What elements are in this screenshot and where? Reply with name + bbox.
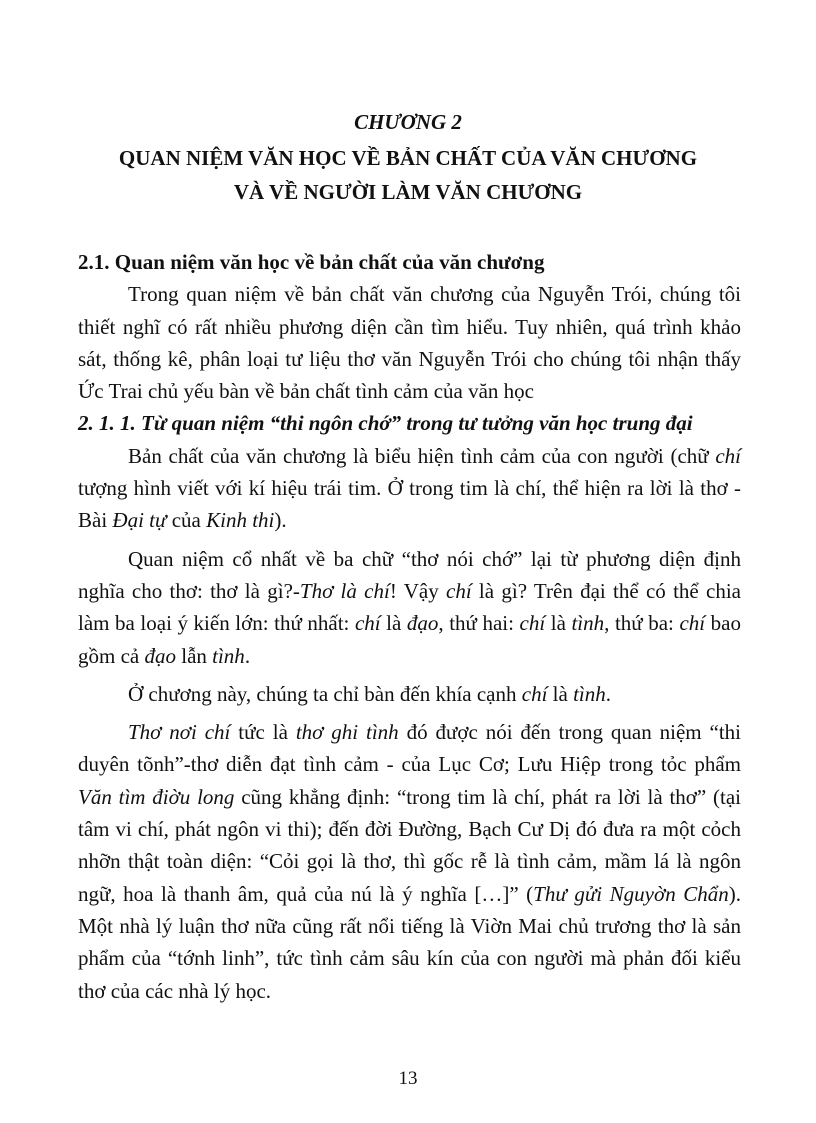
text-run: Bản chất của văn chương là biểu hiện tình cảm của con người (chữ xyxy=(128,443,716,468)
paragraph-2 xyxy=(78,543,741,672)
text-run: là xyxy=(547,681,574,706)
italic-term: tình xyxy=(212,643,245,668)
text-run: Ở chương này, chúng ta chỉ bàn đến khía cạnh xyxy=(128,681,522,706)
paragraph-3 xyxy=(78,678,741,710)
italic-term: Đại tự xyxy=(112,508,167,533)
chapter-title-line1: QUAN NIỆM VĂN HỌC VỀ BẢN CHẤT CỦA VĂN CHƯƠNG xyxy=(118,146,698,170)
italic-term: tình xyxy=(571,611,605,636)
subsection-heading: 2. 1. 1. Từ quan niệm “thi ngôn chớ” trong tư tưởng văn học trung đại xyxy=(78,411,693,436)
text-run: là xyxy=(545,611,572,636)
text-run: . xyxy=(244,643,251,668)
text-run: ). xyxy=(274,508,287,533)
text-run: Quan niệm cổ nhất về ba chữ “thơ nói chớ” lại từ phương diện định nghĩa cho thơ: thơ là gì?- xyxy=(78,546,741,603)
text-run: là gì? Trên đại thể có thể chia làm ba loại ý kiến lớn: thứ nhất: xyxy=(78,578,741,636)
italic-term: chí xyxy=(519,611,546,636)
italic-term: đạo xyxy=(406,611,439,636)
italic-term: thơ ghi tình xyxy=(295,720,399,745)
text-run: cũng khẳng định: “trong tim là chí, phát ra lời là thơ” (tại tâm vi chí, phát ngôn vi thi); đến đời Đường, Bạch Cư Dị đó đưa ra một cỏch nhỡn thật toàn diện: “Cỏi gọi là thơ, thì gốc rễ là tình cảm, mầm lá là ngôn ngữ, hoa là thanh âm, quả của nú là ý nghĩa […]” ( xyxy=(78,784,741,906)
text-run: ). Một nhà lý luận thơ nữa cũng rất nổi tiếng là Viờn Mai chủ trương thơ là sản phẩm của “tớnh linh”, tức tình cảm sâu kín của con người mà phản đối kiểu thơ của các nhà lý học. xyxy=(78,881,741,1003)
text-run: đó được nói đến trong quan niệm “thi duyên tõnh”-thơ diễn đạt tình cảm - của Lục Cơ; Lưu Hiệp trong tỏc phẩm xyxy=(78,720,741,777)
text-run: , thứ hai: xyxy=(438,611,520,636)
body-text xyxy=(78,246,741,1007)
text-run: lẫn xyxy=(175,643,213,668)
text-run: , thứ ba: xyxy=(604,611,680,636)
chapter-number: CHƯƠNG 2 xyxy=(354,110,462,134)
italic-term: Kinh thi xyxy=(206,508,275,533)
italic-term: Thơ nơi chí xyxy=(128,720,231,745)
chapter-title-line2: VÀ VỀ NGƯỜI LÀM VĂN CHƯƠNG xyxy=(233,180,583,204)
text-run: tượng hình viết với kí hiệu trái tim. Ở trong tim là chí, thể hiện ra lời là thơ - Bài xyxy=(78,476,741,533)
paragraph-1 xyxy=(78,440,741,537)
text-run: bao gồm cả xyxy=(78,611,741,668)
text-run: . xyxy=(605,681,611,706)
italic-term: đạo xyxy=(144,643,176,668)
paragraph-4 xyxy=(78,716,741,1007)
italic-term: Thơ là chí xyxy=(299,578,390,603)
italic-term: chí xyxy=(715,443,741,468)
italic-term: Thư gửi Nguyờn Chẩn xyxy=(533,881,729,906)
italic-term: chí xyxy=(679,611,706,636)
italic-term: chí xyxy=(446,578,472,603)
page-number: 13 xyxy=(398,1068,418,1089)
italic-term: Văn tìm điờu long xyxy=(78,784,235,809)
text-run: tức là xyxy=(230,720,296,745)
italic-term: tình xyxy=(573,681,606,706)
text-run: của xyxy=(166,508,207,533)
intro-paragraph: Trong quan niệm về bản chất văn chương của Nguyễn Trói, chúng tôi thiết nghĩ có rất nhiều phương diện cần tìm hiểu. Tuy nhiên, quá trình khảo sát, thống kê, phân loại tư liệu thơ văn Nguyễn Trói cho chúng tôi nhận thấy Ức Trai chủ yếu bàn về bản chất tình cảm của văn học xyxy=(78,282,741,404)
text-run: ! Vậy xyxy=(389,578,446,603)
italic-term: chí xyxy=(521,681,548,706)
italic-term: chí xyxy=(354,611,381,636)
section-heading: 2.1. Quan niệm văn học về bản chất của văn chương xyxy=(78,250,545,274)
text-run: là xyxy=(380,611,407,636)
